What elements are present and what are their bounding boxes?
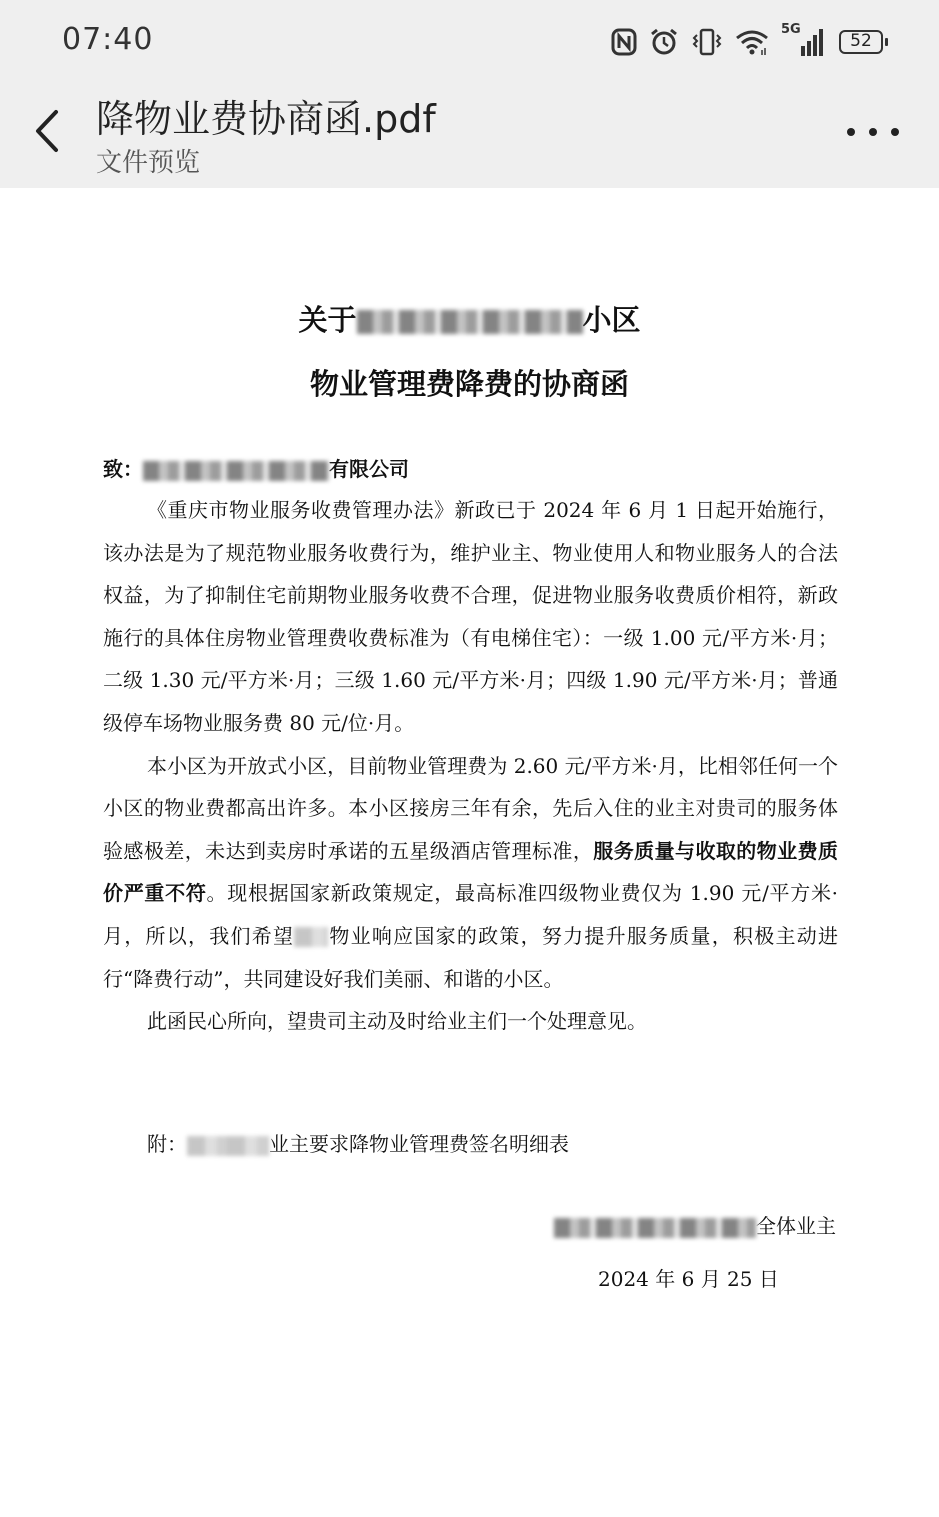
redacted-attachment-community <box>187 1136 269 1156</box>
addressee-suffix: 有限公司 <box>329 457 409 481</box>
signer-suffix: 全体业主 <box>756 1214 836 1238</box>
paragraph-2-bold: 服务质量与收取的物业费质价严重不符 <box>103 838 839 906</box>
paragraph-2 <box>103 745 838 1001</box>
pdf-page[interactable] <box>0 188 939 1517</box>
letter-title-line1 <box>0 298 939 339</box>
paragraph-2-part-b: 。现根据国家新政策规定，最高标准四级物业费仅为 1.90 元/平方米·月，所以，我们希望 <box>103 881 839 948</box>
attachment-suffix: 业主要求降物业管理费签名明细表 <box>269 1132 569 1156</box>
paragraph-3: 此函民心所向，望贵司主动及时给业主们一个处理意见。 <box>147 1009 647 1034</box>
addressee <box>103 453 409 482</box>
signature-line <box>554 1210 836 1239</box>
network-type-label: 5G <box>781 22 801 37</box>
wifi-icon <box>735 28 769 56</box>
nfc-icon <box>611 28 637 56</box>
vibrate-icon <box>691 27 723 57</box>
redacted-signer-community <box>554 1218 756 1238</box>
signature-date: 2024 年 6 月 25 日 <box>598 1267 779 1291</box>
redacted-community-name <box>357 310 583 334</box>
chevron-left-icon <box>30 108 66 154</box>
letter-body <box>103 489 838 1043</box>
redacted-property-name <box>294 927 328 947</box>
title-prefix: 关于 <box>298 303 357 337</box>
document-title: 降物业费协商函.pdf <box>96 97 436 141</box>
signal-icon <box>781 22 827 58</box>
paragraph-2-part-a: 本小区为开放式小区，目前物业管理费为 2.60 元/平方米·月，比相邻任何一个小区的物业费都高出许多。本小区接房三年有余，先后入住的业主对贵司的服务体验感极差，未达到卖房时承诺的五星级酒店管理标准， <box>103 753 838 863</box>
document-subtitle: 文件预览 <box>96 148 201 178</box>
redacted-company-name <box>143 461 329 481</box>
letter-title-line2: 物业管理费降费的协商函 <box>309 367 629 401</box>
top-bar <box>0 0 939 188</box>
attachment-prefix: 附： <box>147 1132 187 1156</box>
more-options-button[interactable] <box>847 120 899 144</box>
status-time: 07:40 <box>62 22 154 57</box>
title-suffix: 小区 <box>582 303 641 337</box>
alarm-icon <box>649 27 679 57</box>
status-icons <box>611 24 883 60</box>
more-dots-icon <box>847 128 855 136</box>
addressee-prefix: 致： <box>103 457 143 481</box>
paragraph-1: 《重庆市物业服务收费管理办法》新政已于 2024 年 6 月 1 日起开始施行，该办法是为了规范物业服务收费行为，维护业主、物业使用人和物业服务人的合法权益，为了抑制住宅前期物业服务收费不合理，促进物业服务收费质价相符，新政施行的具体住房物业管理费收费标准为（有电梯住宅）：一级 1.00 元/平方米·月；二级 1.30 元/平方米·月；三级 1.60 元/平方米·月；四级 1.90 元/平方米·月；普通级停车场物业服务费 80 元/位·月。 <box>103 498 838 735</box>
paragraph-2-part-c: 物业响应国家的政策，努力提升服务质量，积极主动进行“降费行动”，共同建设好我们美丽、和谐的小区。 <box>103 923 839 991</box>
battery-icon: 52 <box>839 30 883 54</box>
attachment-line <box>147 1128 569 1157</box>
back-button[interactable] <box>30 108 66 154</box>
